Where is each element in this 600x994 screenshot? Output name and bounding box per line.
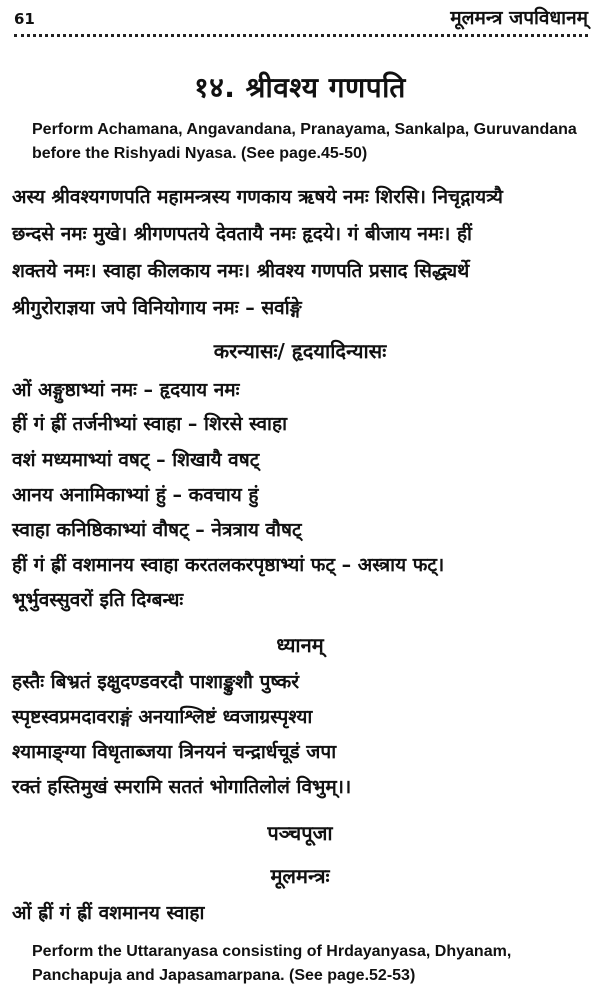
closing-note-line: Perform the Uttaranyasa consisting of Hrdayanyasa, Dhyanam,: [32, 943, 512, 960]
intro-note-line: Perform Achamana, Angavandana, Pranayama, Sankalpa, Guruvandana: [32, 121, 577, 138]
intro-note-line: before the Rishyadi Nyasa. (See page.45-50): [32, 145, 368, 162]
page-number: 61: [14, 10, 35, 28]
panchapuja-heading: पञ्चपूजा: [267, 821, 333, 845]
page-header: [14, 4, 588, 34]
intro-note: [32, 118, 592, 166]
dhyanam-verse-line: रक्तं हस्तिमुखं स्मरामि सततं भोगातिलोलं विभुम्।।: [12, 776, 352, 798]
closing-note-line: Panchapuja and Japasamarpana. (See page.52-53): [32, 967, 416, 984]
nyasa-line: स्वाहा कनिष्ठिकाभ्यां वौषट् – नेत्रत्राय वौषट्: [12, 519, 302, 541]
nyasa-line: भूर्भुवस्सुवरों इति दिग्बन्धः: [12, 589, 184, 611]
section-title: १४. श्रीवश्य गणपति: [194, 71, 406, 104]
viniyoga-line: श्रीगुरोराज्ञया जपे विनियोगाय नमः – सर्वाङ्गे: [12, 297, 302, 319]
viniyoga-line: छन्दसे नमः मुखे। श्रीगणपतये देवतायै नमः हृदये। गं बीजाय नमः। हीं: [12, 223, 472, 245]
nyasa-line: हीं गं ह्रीं वशमानय स्वाहा करतलकरपृष्ठाभ्यां फट् – अस्त्राय फट्।: [12, 554, 445, 576]
dhyanam-heading: ध्यानम्: [276, 633, 324, 657]
dhyanam-verse-line: श्यामाङ्ग्या विधृताब्जया त्रिनयनं चन्द्रार्धचूडं जपा: [12, 741, 337, 763]
closing-note: [32, 940, 592, 988]
mulamantra-heading: मूलमन्त्रः: [270, 864, 330, 888]
nyasa-line: वशं मध्यमाभ्यां वषट् – शिखायै वषट्: [12, 449, 260, 471]
viniyoga-line: अस्य श्रीवश्यगणपति महामन्त्रस्य गणकाय ऋषये नमः शिरसि। निचृद्गायत्र्यै: [12, 186, 503, 208]
header-divider: [14, 34, 588, 37]
nyasa-line: ओं अङ्गुष्ठाभ्यां नमः – हृदयाय नमः: [12, 379, 240, 401]
dhyanam-verse-line: हस्तैः बिभ्रतं इक्षुदण्डवरदौ पाशाङ्कुशौ पुष्करं: [12, 671, 300, 693]
mulamantra-text: ओं ह्रीं गं ह्रीं वशमानय स्वाहा: [12, 902, 205, 924]
running-title: मूलमन्त्र जपविधानम्: [450, 7, 588, 29]
viniyoga-line: शक्तये नमः। स्वाहा कीलकाय नमः। श्रीवश्य गणपति प्रसाद सिद्ध्यर्थे: [12, 260, 470, 282]
nyasa-line: आनय अनामिकाभ्यां हुं – कवचाय हुं: [12, 484, 259, 506]
nyasa-line: हीं गं ह्रीं तर्जनीभ्यां स्वाहा – शिरसे स्वाहा: [12, 413, 287, 435]
nyasa-heading: करन्यासः/ हृदयादिन्यासः: [213, 339, 387, 363]
dhyanam-verse-line: स्पृष्टस्वप्रमदावराङ्गं अनयाश्लिष्टं ध्वजाग्रस्पृश्या: [12, 706, 313, 728]
